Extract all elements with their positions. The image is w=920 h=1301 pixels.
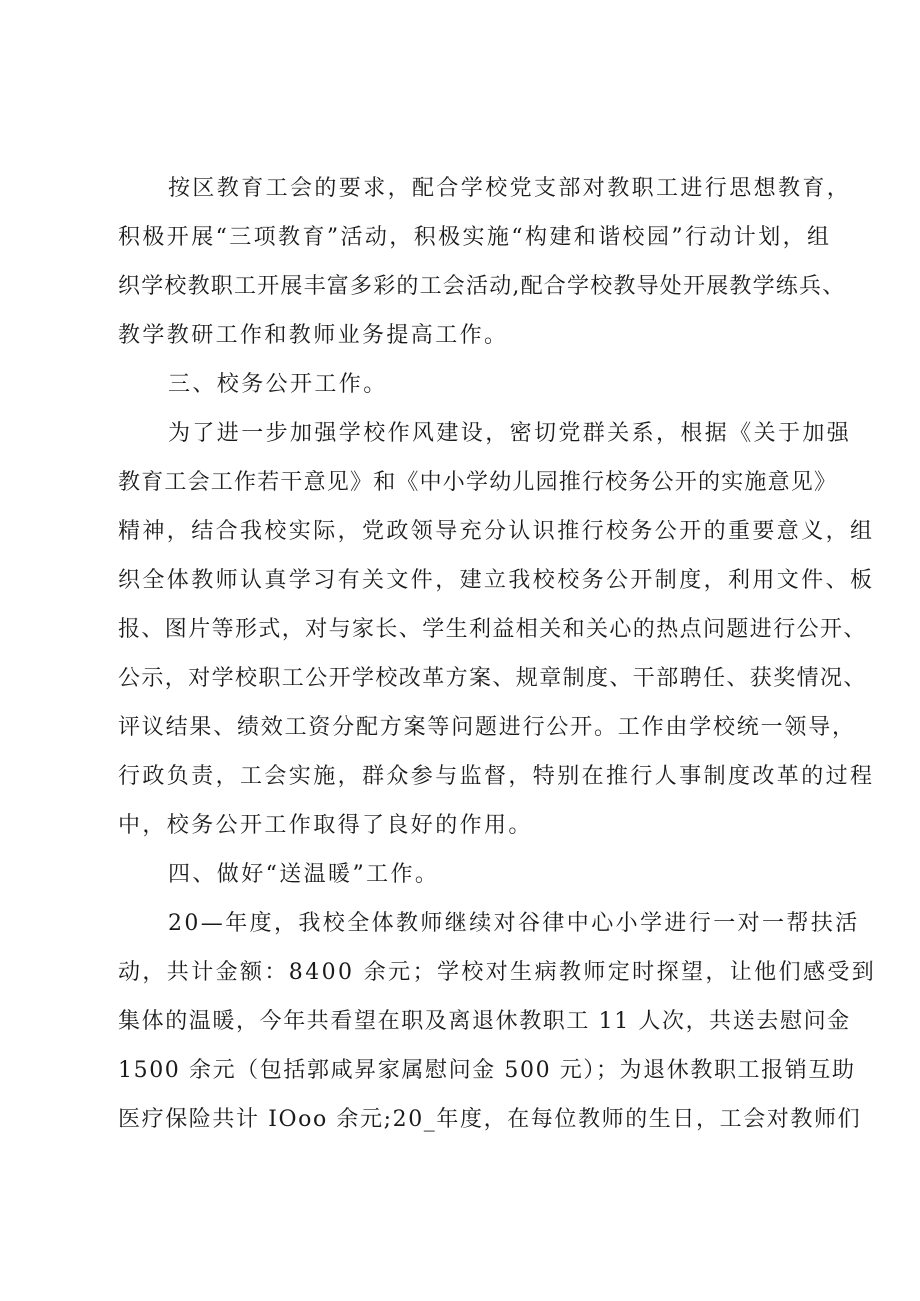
paragraph-line: 积极开展“三项教育”活动，积极实施“构建和谐校园”行动计划，组	[118, 225, 832, 250]
paragraph-line: 按区教育工会的要求，配合学校党支部对教职工进行思想教育，	[168, 176, 852, 201]
paragraph-line: 行政负责，工会实施，群众参与监督，特别在推行人事制度改革的过程	[118, 764, 875, 789]
paragraph-line: 教育工会工作若干意见》和《中小学幼儿园推行校务公开的实施意见》	[118, 470, 838, 495]
section-heading: 四、做好“送温暖”工作。	[168, 862, 440, 887]
paragraph-line: 精神，结合我校实际，党政领导充分认识推行校务公开的重要意义，组	[118, 519, 875, 544]
paragraph-line: 织学校教职工开展丰富多彩的工会活动,配合学校教导处开展教学练兵、	[118, 274, 846, 299]
paragraph-line: 报、图片等形式，对与家长、学生利益相关和关心的热点问题进行公开、	[118, 617, 867, 642]
paragraph-line: 20—年度，我校全体教师继续对谷律中心小学进行一对一帮扶活	[168, 911, 860, 936]
paragraph-line: 为了进一步加强学校作风建设，密切党群关系，根据《关于加强	[168, 421, 852, 446]
paragraph-line: 中，校务公开工作取得了良好的作用。	[118, 813, 533, 838]
paragraph-line: 公示，对学校职工公开学校改革方案、规章制度、干部聘任、获奖情况、	[118, 666, 867, 691]
document-body	[118, 164, 877, 1144]
paragraph-line: 医疗保险共计 IOoo 余元;20_年度，在每位教师的生日，工会对教师们	[118, 1107, 862, 1132]
paragraph-line: 动，共计金额：8400 余元；学校对生病教师定时探望，让他们感受到	[118, 960, 877, 985]
section-heading: 三、校务公开工作。	[168, 372, 388, 397]
paragraph-line: 教学教研工作和教师业务提高工作。	[118, 323, 509, 348]
paragraph-line: 评议结果、绩效工资分配方案等问题进行公开。工作由学校统一领导，	[118, 715, 856, 740]
paragraph-line: 集体的温暖，今年共看望在职及离退休教职工 11 人次，共送去慰问金	[118, 1009, 851, 1034]
paragraph-line: 织全体教师认真学习有关文件，建立我校校务公开制度，利用文件、板	[118, 568, 875, 593]
paragraph-line: 1500 余元（包括郭咸昇家属慰问金 500 元）；为退休教职工报销互助	[118, 1058, 856, 1083]
